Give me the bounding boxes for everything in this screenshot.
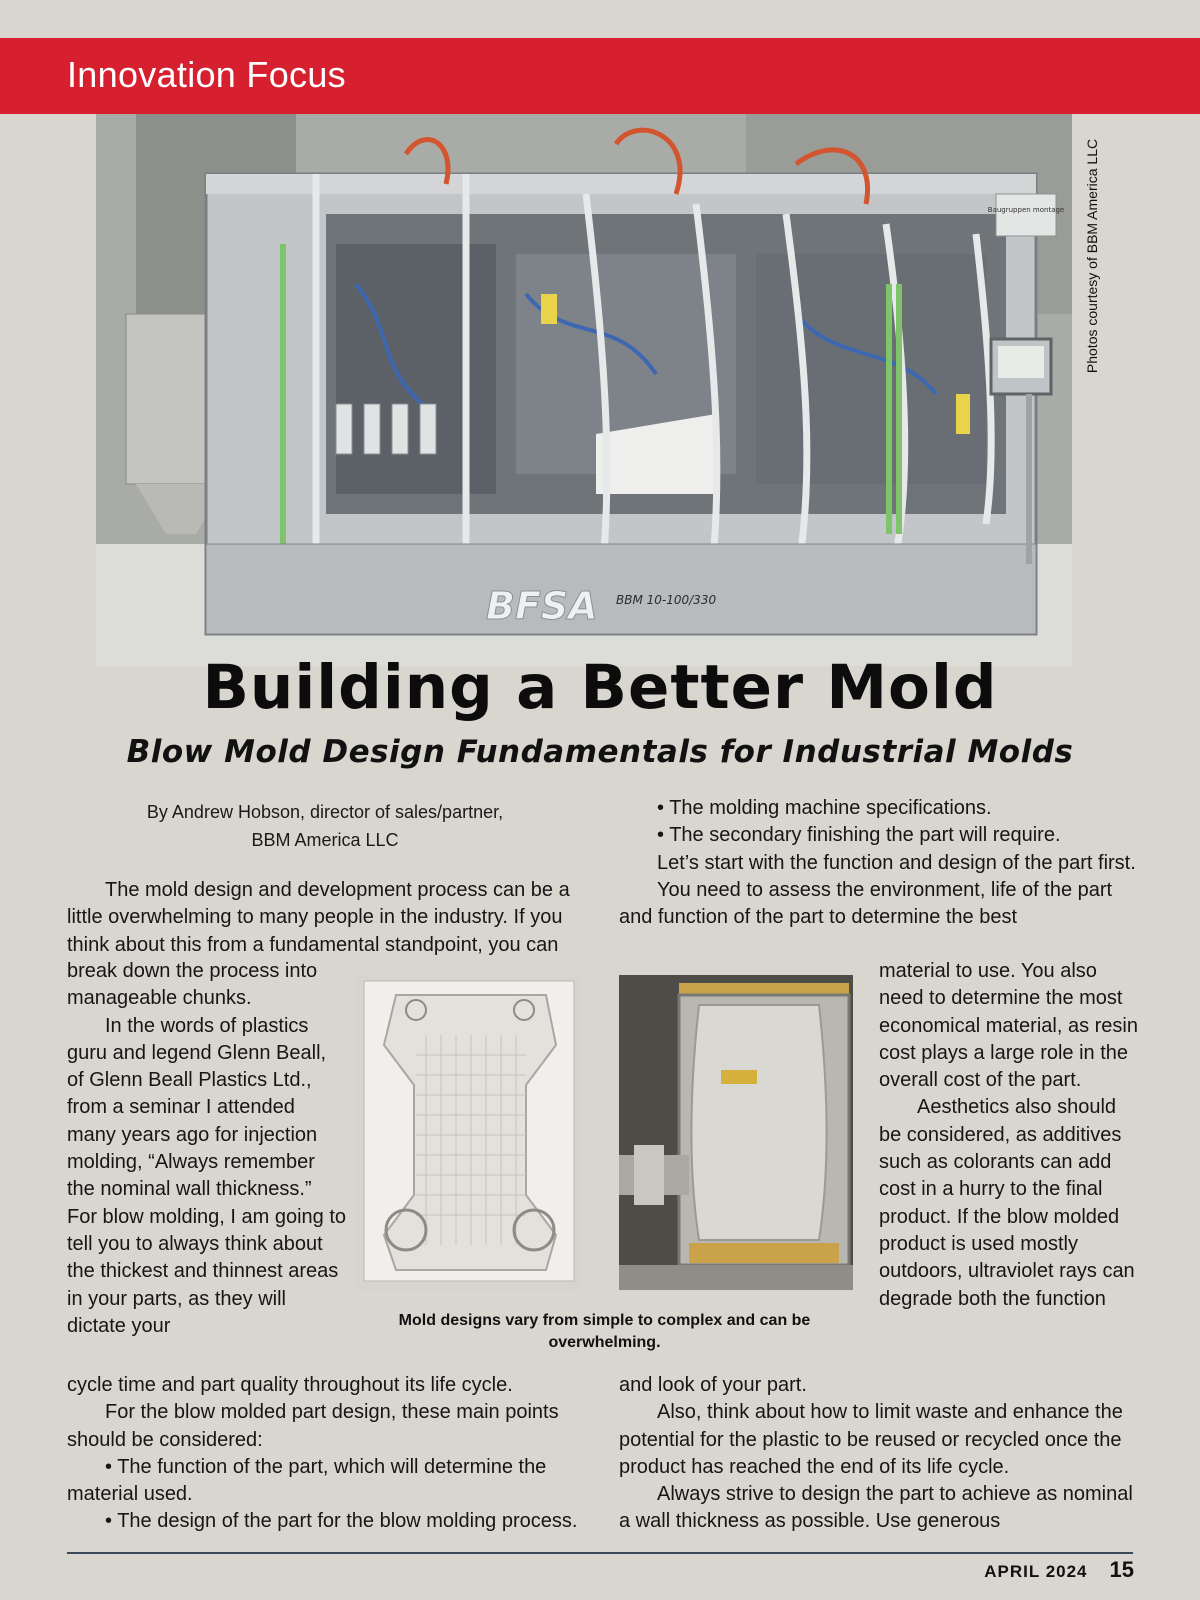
bullet-machine-specs: • The molding machine specifications.: [657, 797, 992, 819]
section-label: Innovation Focus: [67, 54, 346, 95]
left-column-wrap: [67, 958, 347, 1340]
left-column-top: [67, 877, 587, 959]
section-banner: [0, 38, 1200, 114]
byline-author: By Andrew Hobson, director of sales/partner,: [146, 802, 504, 822]
issue-date: APRIL 2024: [984, 1562, 1088, 1581]
right-column-bottom: [619, 1372, 1139, 1536]
paragraph-beall-quote: In the words of plastics guru and legend Glenn Beall, of Glenn Beall Plastics Ltd., from a seminar I attended many years ago for injection molding, “Always remember the nominal wall thickness.” For blow molding, I am going to tell you to always think about the thickest and thinnest areas in your parts, as they will dictate your: [67, 1014, 347, 1337]
photo-credit: [1074, 120, 1110, 392]
machine-brand-mark: BFSA: [486, 584, 598, 628]
byline: [110, 798, 540, 854]
paragraph-intro-cont: break down the process into manageable chunks.: [67, 960, 318, 1010]
byline-company: BBM America LLC: [251, 830, 399, 850]
paragraph-beall-quote-cont: cycle time and part quality throughout its life cycle.: [67, 1374, 513, 1396]
bullet-design: • The design of the part for the blow molding process.: [105, 1510, 578, 1533]
wall-sign: Baugruppen montage: [987, 206, 1065, 214]
bullet-secondary-finishing: • The secondary finishing the part will require.: [657, 824, 1061, 847]
photo-caption: Mold designs vary from simple to complex and can be overwhelming.: [398, 1312, 811, 1351]
page-footer: [984, 1557, 1134, 1583]
paragraph-limit-waste: Also, think about how to limit waste and enhance the potential for the plastic to be reused or recycled once the product has reached the end of its life cycle.: [619, 1401, 1123, 1478]
left-column-bottom: [67, 1372, 587, 1536]
bullet-function: • The function of the part, which will determine the material used.: [67, 1455, 547, 1506]
paragraph-aesthetics: Aesthetics also should be considered, as additives such as colorants can add cost in a hurry to the final product. If the blow molded product is used mostly outdoors, ultraviolet rays can degrade both the function: [879, 1096, 1135, 1310]
paragraph-wall-thickness: Always strive to design the part to achieve as nominal a wall thickness as possible. Use generous: [619, 1483, 1133, 1533]
paragraph-aesthetics-cont: and look of your part.: [619, 1374, 807, 1396]
page-number: 15: [1109, 1557, 1134, 1582]
mold-photo-simple: [356, 975, 582, 1290]
article-subtitle: Blow Mold Design Fundamentals for Industrial Molds: [126, 734, 1074, 770]
paragraph-start-function: Let’s start with the function and design of the part first.: [657, 851, 1136, 874]
footer-rule: [67, 1552, 1133, 1554]
hero-photo-blow-molding-machine: [96, 114, 1072, 666]
right-column-wrap: [879, 958, 1139, 1313]
photo-credit-text: Photos courtesy of BBM America LLC: [1084, 138, 1100, 374]
paragraph-intro: The mold design and development process can be a little overwhelming to many people in the industry. If you think about this from a fundamental standpoint, you can: [67, 879, 570, 956]
mold-photo-complex: [619, 975, 853, 1290]
machine-model-mark: BBM 10-100/330: [616, 593, 717, 607]
right-column-top: [619, 795, 1139, 931]
article-title: Building a Better Mold: [202, 652, 998, 723]
paragraph-assess-environment: You need to assess the environment, life of the part and function of the part to determine the best: [619, 878, 1113, 929]
paragraph-assess-environment-cont: material to use. You also need to determine the most economical material, as resin cost plays a large role in the overall cost of the part.: [879, 960, 1138, 1092]
paragraph-main-points: For the blow molded part design, these main points should be considered:: [67, 1401, 559, 1451]
